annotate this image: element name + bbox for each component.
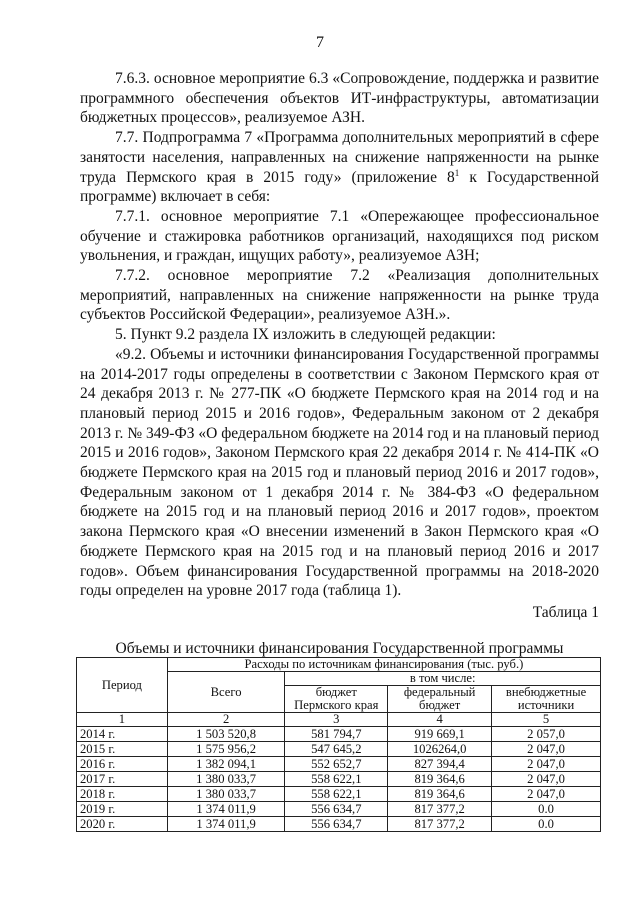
cell-total: 1 503 520,8 <box>167 727 285 742</box>
table-row <box>77 772 601 787</box>
paragraph-7-7-2: 7.7.2. основное мероприятие 7.2 «Реализация дополнительных мероприятий, направленных на снижение напряженности на рынке труда субъектов Российской Федерации», реализуемое АЗН.». <box>80 267 599 324</box>
cell-extrabudgetary: 2 047,0 <box>492 772 601 787</box>
column-number-row <box>77 713 601 727</box>
cell-total: 1 380 033,7 <box>167 772 285 787</box>
paragraph-7-6-3: 7.6.3. основное мероприятие 6.3 «Сопровождение, поддержка и развитие программного обеспечения объектов ИТ-инфраструктуры, автоматизации бюджетных процессов», реализуемое АЗН. <box>80 70 599 127</box>
cell-federal: 827 394,4 <box>388 757 492 772</box>
header-extrabudgetary: внебюджетные источники <box>492 686 601 713</box>
table-row <box>77 727 601 742</box>
cell-total: 1 575 956,2 <box>167 742 285 757</box>
cell-extrabudgetary: 2 047,0 <box>492 787 601 802</box>
header-total: Всего <box>167 672 285 713</box>
table-row <box>77 787 601 802</box>
paragraph-7-7-1: 7.7.1. основное мероприятие 7.1 «Опережающее профессиональное обучение и стажировка работников организаций, находящихся под риском увольнения, и граждан, ищущих работу», реализуемое АЗН; <box>80 207 599 265</box>
cell-period: 2018 г. <box>77 787 168 802</box>
cell-total: 1 374 011,9 <box>167 802 285 817</box>
cell-federal: 819 364,6 <box>388 787 492 802</box>
cell-period: 2015 г. <box>77 742 168 757</box>
header-including: в том числе: <box>285 672 601 686</box>
column-number: 1 <box>77 713 168 727</box>
cell-total: 1 380 033,7 <box>167 787 285 802</box>
cell-period: 2014 г. <box>77 727 168 742</box>
column-number: 4 <box>388 713 492 727</box>
header-regional-budget: бюджет Пермского края <box>285 686 388 713</box>
column-number: 5 <box>492 713 601 727</box>
cell-regional: 547 645,2 <box>285 742 388 757</box>
cell-regional: 556 634,7 <box>285 802 388 817</box>
paragraph-7-7-tail: к Государственной программе) включает в себя: <box>80 168 599 206</box>
cell-extrabudgetary: 2 047,0 <box>492 757 601 772</box>
cell-regional: 558 622,1 <box>285 772 388 787</box>
cell-total: 1 382 094,1 <box>167 757 285 772</box>
document-body <box>80 69 599 658</box>
table-caption: Таблица 1 <box>532 603 599 621</box>
cell-period: 2019 г. <box>77 802 168 817</box>
column-number: 2 <box>167 713 285 727</box>
table-row <box>77 802 601 817</box>
header-federal-budget: федеральный бюджет <box>388 686 492 713</box>
cell-regional: 552 652,7 <box>285 757 388 772</box>
table-row <box>77 742 601 757</box>
cell-extrabudgetary: 2 057,0 <box>492 727 601 742</box>
header-period: Период <box>77 658 168 713</box>
cell-federal: 817 377,2 <box>388 802 492 817</box>
page-number: 7 <box>316 34 324 51</box>
table-row <box>77 817 601 832</box>
cell-regional: 581 794,7 <box>285 727 388 742</box>
table-header-row <box>77 658 601 672</box>
cell-federal: 819 364,6 <box>388 772 492 787</box>
cell-period: 2020 г. <box>77 817 168 832</box>
header-expenses: Расходы по источникам финансирования (тыс. руб.) <box>167 658 600 672</box>
paragraph-7-7 <box>80 128 599 207</box>
cell-extrabudgetary: 0.0 <box>492 802 601 817</box>
financing-table <box>76 657 601 832</box>
cell-total: 1 374 011,9 <box>167 817 285 832</box>
paragraph-7-7-text: 7.7. Подпрограмма 7 «Программа дополнительных мероприятий в сфере занятости населения, направленных на снижение напряженности на рынке труда Пермского края в 2015 году» (приложение 8 <box>80 129 599 186</box>
footnote-superscript: 1 <box>454 167 460 178</box>
column-number: 3 <box>285 713 388 727</box>
paragraph-9-2: «9.2. Объемы и источники финансирования Государственной программы на 2014-2017 годы определены в соответствии с Законом Пермского края от 24 декабря 2013 г. № 277-ПК «О бюджете Пермского края на 2014 год и на плановый период 2015 и 2016 годов», Федеральным законом от 2 декабря 2013 г. № 349-ФЗ «О федеральном бюджете на 2014 год и на плановый период 2015 и 2016 годов», Законом Пермского края 22 декабря 2014 г. № 414-ПК «О бюджете Пермского края на 2015 год и плановый период 2016 и 2017 годов», Федеральным законом от 1 декабря 2014 г. № 384-ФЗ «О федеральном бюджете на 2015 год и на плановый период 2016 и 2017 годов», проектом закона Пермского края «О внесении изменений в Закон Пермского края «О бюджете Пермского края на 2015 год и на плановый период 2016 и 2017 годов». Объем финансирования Государственной программы на 2018-2020 годы определен на уровне 2017 года (таблица 1). <box>80 345 599 600</box>
cell-extrabudgetary: 2 047,0 <box>492 742 601 757</box>
cell-extrabudgetary: 0.0 <box>492 817 601 832</box>
table-row <box>77 757 601 772</box>
cell-regional: 556 634,7 <box>285 817 388 832</box>
table-title: Объемы и источники финансирования Государственной программы <box>115 639 564 657</box>
cell-period: 2017 г. <box>77 772 168 787</box>
cell-federal: 919 669,1 <box>388 727 492 742</box>
cell-federal: 817 377,2 <box>388 817 492 832</box>
cell-federal: 1026264,0 <box>388 742 492 757</box>
cell-regional: 558 622,1 <box>285 787 388 802</box>
cell-period: 2016 г. <box>77 757 168 772</box>
paragraph-5: 5. Пункт 9.2 раздела IX изложить в следующей редакции: <box>115 326 496 344</box>
